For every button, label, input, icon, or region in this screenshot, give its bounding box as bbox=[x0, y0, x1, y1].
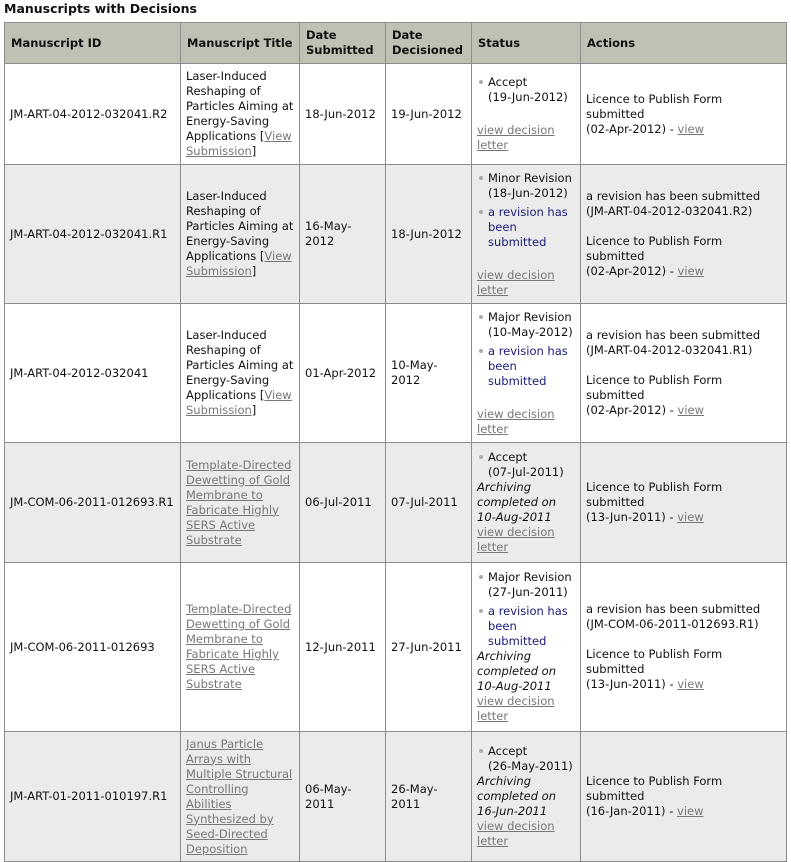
manuscript-title-link[interactable]: Template-Directed Dewetting of Gold Membrane to Fabricate Highly SERS Active Substrate bbox=[186, 602, 292, 691]
date-decisioned: 26-May-2011 bbox=[386, 732, 472, 862]
licence-date: (02-Apr-2012) - bbox=[586, 403, 674, 417]
view-decision-letter-link[interactable]: view decision letter bbox=[477, 694, 555, 723]
title-text: Laser-Induced Reshaping of Particles Aiming at Energy-Saving Applications bbox=[186, 189, 294, 263]
status-label: Major Revision bbox=[488, 309, 572, 324]
manuscript-id: JM-COM-06-2011-012693 bbox=[5, 563, 181, 732]
revision-id: (JM-ART-04-2012-032041.R2) bbox=[586, 204, 753, 218]
view-licence-link[interactable]: view bbox=[677, 121, 705, 136]
title-text: Laser-Induced Reshaping of Particles Aiming at Energy-Saving Applications bbox=[186, 69, 294, 143]
col-header-actions: Actions bbox=[581, 23, 787, 64]
revision-action: a revision has been submitted bbox=[586, 328, 761, 342]
date-decisioned: 07-Jul-2011 bbox=[386, 443, 472, 563]
date-decisioned: 18-Jun-2012 bbox=[386, 165, 472, 304]
status-label: Accept bbox=[488, 75, 528, 89]
manuscript-id: JM-ART-04-2012-032041.R2 bbox=[5, 64, 181, 165]
manuscript-id: JM-ART-01-2011-010197.R1 bbox=[5, 732, 181, 862]
col-header-status: Status bbox=[472, 23, 581, 64]
view-licence-link[interactable]: view bbox=[677, 804, 704, 818]
status-date: (10-May-2012) bbox=[488, 324, 573, 339]
table-row bbox=[5, 563, 787, 732]
view-decision-letter-link[interactable]: view decision letter bbox=[477, 123, 555, 152]
archiving-note: Archiving completed on 10-Aug-2011 bbox=[477, 649, 556, 693]
manuscript-title bbox=[181, 443, 300, 563]
licence-text: Licence to Publish Form submitted bbox=[586, 91, 723, 121]
revision-note: a revision has been submitted bbox=[477, 205, 575, 250]
status-decision bbox=[477, 450, 575, 480]
date-submitted: 06-May-2011 bbox=[300, 732, 386, 862]
manuscript-title-link[interactable]: Janus Particle Arrays with Multiple Structural Controlling Abilities Synthesized by Seed-Directed Deposition bbox=[186, 736, 293, 856]
licence-text: Licence to Publish Form submitted bbox=[586, 480, 723, 509]
title-text: Laser-Induced Reshaping of Particles Aiming at Energy-Saving Applications bbox=[186, 328, 294, 402]
status-decision bbox=[477, 310, 575, 340]
col-header-title: Manuscript Title bbox=[181, 23, 300, 64]
table-row bbox=[5, 443, 787, 563]
col-header-id: Manuscript ID bbox=[5, 23, 181, 64]
col-header-submitted: Date Submitted bbox=[300, 23, 386, 64]
date-submitted: 01-Apr-2012 bbox=[300, 304, 386, 443]
table-row bbox=[5, 64, 787, 165]
actions-cell bbox=[581, 64, 787, 165]
status-decision bbox=[477, 75, 575, 105]
actions-cell bbox=[581, 732, 787, 862]
view-decision-letter-link[interactable]: view decision letter bbox=[477, 267, 555, 297]
status-cell bbox=[472, 64, 581, 165]
status-cell bbox=[472, 443, 581, 563]
actions-cell bbox=[581, 563, 787, 732]
table-row bbox=[5, 304, 787, 443]
archiving-note: Archiving completed on 10-Aug-2011 bbox=[477, 480, 556, 524]
view-licence-link[interactable]: view bbox=[677, 510, 704, 524]
status-cell bbox=[472, 563, 581, 732]
view-licence-link[interactable]: view bbox=[677, 403, 705, 417]
date-decisioned: 10-May-2012 bbox=[386, 304, 472, 443]
view-submission-link[interactable]: View Submission bbox=[186, 388, 292, 417]
manuscript-title: Laser-Induced Reshaping of Particles Aiming at Energy-Saving Applications [View Submission] bbox=[181, 64, 300, 165]
view-licence-link[interactable]: view bbox=[677, 677, 704, 691]
view-submission-link[interactable]: View Submission bbox=[186, 129, 292, 158]
manuscript-title-link[interactable]: Template-Directed Dewetting of Gold Membrane to Fabricate Highly SERS Active Substrate bbox=[186, 457, 292, 547]
actions-cell bbox=[581, 443, 787, 563]
archiving-note: Archiving completed on 16-Jun-2011 bbox=[477, 774, 556, 818]
section-heading: Manuscripts with Decisions bbox=[4, 1, 197, 16]
manuscript-title: Laser-Induced Reshaping of Particles Aiming at Energy-Saving Applications [View Submission] bbox=[181, 165, 300, 304]
licence-date: (13-Jun-2011) - bbox=[586, 677, 674, 691]
status-label: Minor Revision bbox=[488, 170, 572, 185]
manuscript-title: Laser-Induced Reshaping of Particles Aiming at Energy-Saving Applications [View Submission] bbox=[181, 304, 300, 443]
table-header-row bbox=[5, 23, 787, 64]
status-date: (27-Jun-2011) bbox=[488, 585, 568, 599]
status-date: (07-Jul-2011) bbox=[488, 465, 564, 479]
licence-date: (13-Jun-2011) - bbox=[586, 510, 674, 524]
date-submitted: 12-Jun-2011 bbox=[300, 563, 386, 732]
status-decision bbox=[477, 570, 575, 600]
status-label: Accept bbox=[488, 450, 528, 464]
manuscript-title bbox=[181, 563, 300, 732]
status-cell bbox=[472, 304, 581, 443]
licence-date: (02-Apr-2012) - bbox=[586, 264, 674, 278]
manuscript-title bbox=[181, 732, 300, 862]
revision-action: a revision has been submitted bbox=[586, 189, 761, 203]
table-row bbox=[5, 732, 787, 862]
licence-date: (02-Apr-2012) - bbox=[586, 121, 674, 136]
view-decision-letter-link[interactable]: view decision letter bbox=[477, 525, 555, 554]
revision-note: a revision has been submitted bbox=[477, 344, 575, 389]
licence-text: Licence to Publish Form submitted bbox=[586, 373, 723, 402]
view-licence-link[interactable]: view bbox=[677, 264, 705, 278]
manuscript-id: JM-COM-06-2011-012693.R1 bbox=[5, 443, 181, 563]
view-decision-letter-link[interactable]: view decision letter bbox=[477, 819, 555, 848]
manuscripts-table bbox=[4, 22, 787, 862]
revision-id: (JM-ART-04-2012-032041.R1) bbox=[586, 343, 753, 357]
manuscript-id: JM-ART-04-2012-032041 bbox=[5, 304, 181, 443]
licence-text: Licence to Publish Form submitted bbox=[586, 234, 723, 263]
manuscript-id: JM-ART-04-2012-032041.R1 bbox=[5, 165, 181, 304]
revision-note: a revision has been submitted bbox=[477, 604, 575, 649]
view-submission-link[interactable]: View Submission bbox=[186, 249, 292, 278]
status-decision bbox=[477, 171, 575, 201]
actions-cell bbox=[581, 165, 787, 304]
status-date: (19-Jun-2012) bbox=[488, 90, 568, 104]
table-row bbox=[5, 165, 787, 304]
col-header-decisioned: Date Decisioned bbox=[386, 23, 472, 64]
date-submitted: 18-Jun-2012 bbox=[300, 64, 386, 165]
licence-date: (16-Jan-2011) - bbox=[586, 804, 674, 818]
date-submitted: 06-Jul-2011 bbox=[300, 443, 386, 563]
licence-text: Licence to Publish Form submitted bbox=[586, 774, 723, 803]
status-cell bbox=[472, 165, 581, 304]
revision-action: a revision has been submitted bbox=[586, 602, 761, 616]
actions-cell bbox=[581, 304, 787, 443]
status-date: (18-Jun-2012) bbox=[488, 185, 568, 200]
status-label: Major Revision bbox=[488, 570, 572, 584]
status-date: (26-May-2011) bbox=[488, 759, 573, 773]
licence-text: Licence to Publish Form submitted bbox=[586, 647, 723, 676]
date-decisioned: 27-Jun-2011 bbox=[386, 563, 472, 732]
view-decision-letter-link[interactable]: view decision letter bbox=[477, 406, 555, 436]
status-label: Accept bbox=[488, 744, 528, 758]
status-cell bbox=[472, 732, 581, 862]
date-submitted: 16-May-2012 bbox=[300, 165, 386, 304]
revision-id: (JM-COM-06-2011-012693.R1) bbox=[586, 617, 759, 631]
status-decision bbox=[477, 744, 575, 774]
date-decisioned: 19-Jun-2012 bbox=[386, 64, 472, 165]
